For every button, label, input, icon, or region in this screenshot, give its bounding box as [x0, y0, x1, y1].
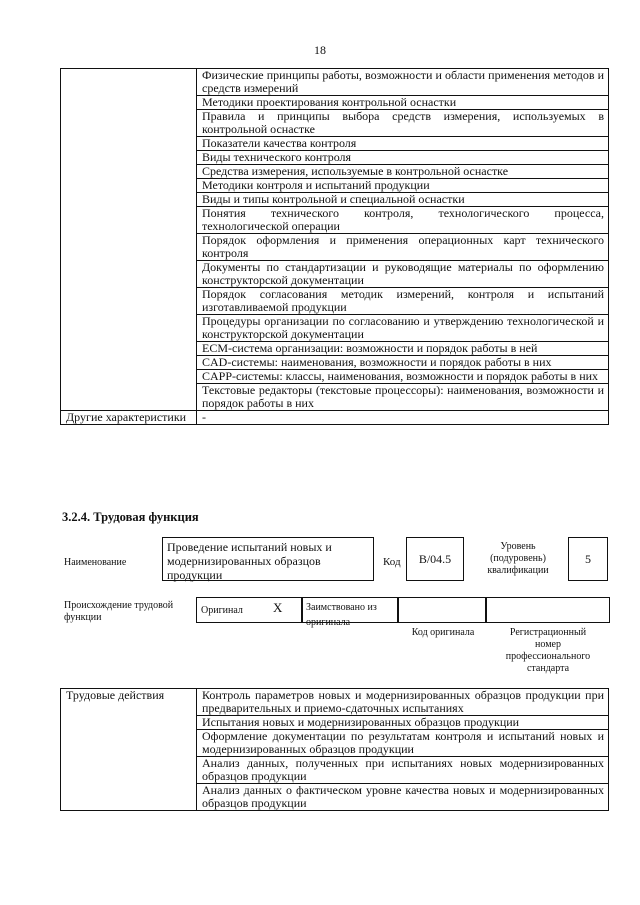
- original-label: Оригинал: [201, 605, 243, 616]
- other-characteristics-row: [61, 411, 609, 425]
- knowledge-table: [60, 68, 609, 425]
- action-item: Оформление документации по результатам контроля и испытаний новых и модернизированных образцов продукции: [197, 730, 609, 757]
- code-original-caption: Код оригинала: [411, 627, 475, 638]
- original-mark: X: [273, 600, 283, 615]
- knowledge-item: Документы по стандартизации и руководящие материалы по оформлению конструкторской документации: [197, 261, 609, 288]
- knowledge-item: Методики контроля и испытаний продукции: [197, 179, 609, 193]
- code-label: Код: [383, 556, 401, 568]
- knowledge-item: Текстовые редакторы (текстовые процессоры): наименования, возможности и порядок работы в них: [197, 384, 609, 411]
- knowledge-label-cell: [61, 69, 197, 411]
- knowledge-item: Порядок оформления и применения операционных карт технического контроля: [197, 234, 609, 261]
- other-characteristics-value: -: [197, 411, 609, 425]
- borrowed-label: Заимствовано из оригинала: [306, 602, 377, 628]
- knowledge-item: Виды технического контроля: [197, 151, 609, 165]
- knowledge-item: Порядок согласования методик измерений, контроля и испытаний изготавливаемой продукции: [197, 288, 609, 315]
- knowledge-item: Понятия технического контроля, технологического процесса, технологической операции: [197, 207, 609, 234]
- knowledge-item: Методики проектирования контрольной оснастки: [197, 96, 609, 110]
- knowledge-item: Правила и принципы выбора средств измерения, используемых в контрольной оснастке: [197, 110, 609, 137]
- level-value: 5: [568, 537, 608, 581]
- code-original-box: [398, 597, 486, 623]
- action-item: Анализ данных о фактическом уровне качества новых и модернизированных образцов продукции: [197, 784, 609, 811]
- knowledge-item: Показатели качества контроля: [197, 137, 609, 151]
- action-item: Анализ данных, полученных при испытаниях новых модернизированных образцов продукции: [197, 757, 609, 784]
- origin-label: Происхождение трудовой функции: [64, 600, 174, 623]
- knowledge-item: Процедуры организации по согласованию и утверждению технологической и конструкторской документации: [197, 315, 609, 342]
- name-label: Наименование: [64, 557, 127, 568]
- page-number: 18: [314, 43, 326, 57]
- knowledge-item: Виды и типы контрольной и специальной оснастки: [197, 193, 609, 207]
- action-item: Испытания новых и модернизированных образцов продукции: [197, 716, 609, 730]
- action-row: [61, 689, 609, 716]
- level-label: Уровень (подуровень) квалификации: [487, 541, 549, 576]
- actions-table: [60, 688, 609, 811]
- reg-number-caption: Регистрационный номер профессионального стандарта: [505, 627, 591, 674]
- action-item: Контроль параметров новых и модернизированных образцов продукции при предварительных и приемо-сдаточных испытаниях: [197, 689, 609, 716]
- knowledge-item: Физические принципы работы, возможности и области применения методов и средств измерений: [197, 69, 609, 96]
- actions-label: Трудовые действия: [61, 689, 197, 811]
- reg-number-box: [486, 597, 610, 623]
- borrowed-cell: [302, 597, 398, 628]
- knowledge-item: CAD-системы: наименования, возможности и порядок работы в них: [197, 356, 609, 370]
- code-value: B/04.5: [406, 537, 464, 581]
- knowledge-item: ECM-система организации: возможности и порядок работы в ней: [197, 342, 609, 356]
- knowledge-item: CAPP-системы: классы, наименования, возможности и порядок работы в них: [197, 370, 609, 384]
- knowledge-row: [61, 69, 609, 96]
- origin-original-cell: [196, 597, 302, 623]
- knowledge-item: Средства измерения, используемые в контрольной оснастке: [197, 165, 609, 179]
- other-characteristics-label: Другие характеристики: [61, 411, 197, 425]
- name-value: Проведение испытаний новых и модернизированных образцов продукции: [162, 537, 374, 581]
- section-title: 3.2.4. Трудовая функция: [62, 510, 199, 524]
